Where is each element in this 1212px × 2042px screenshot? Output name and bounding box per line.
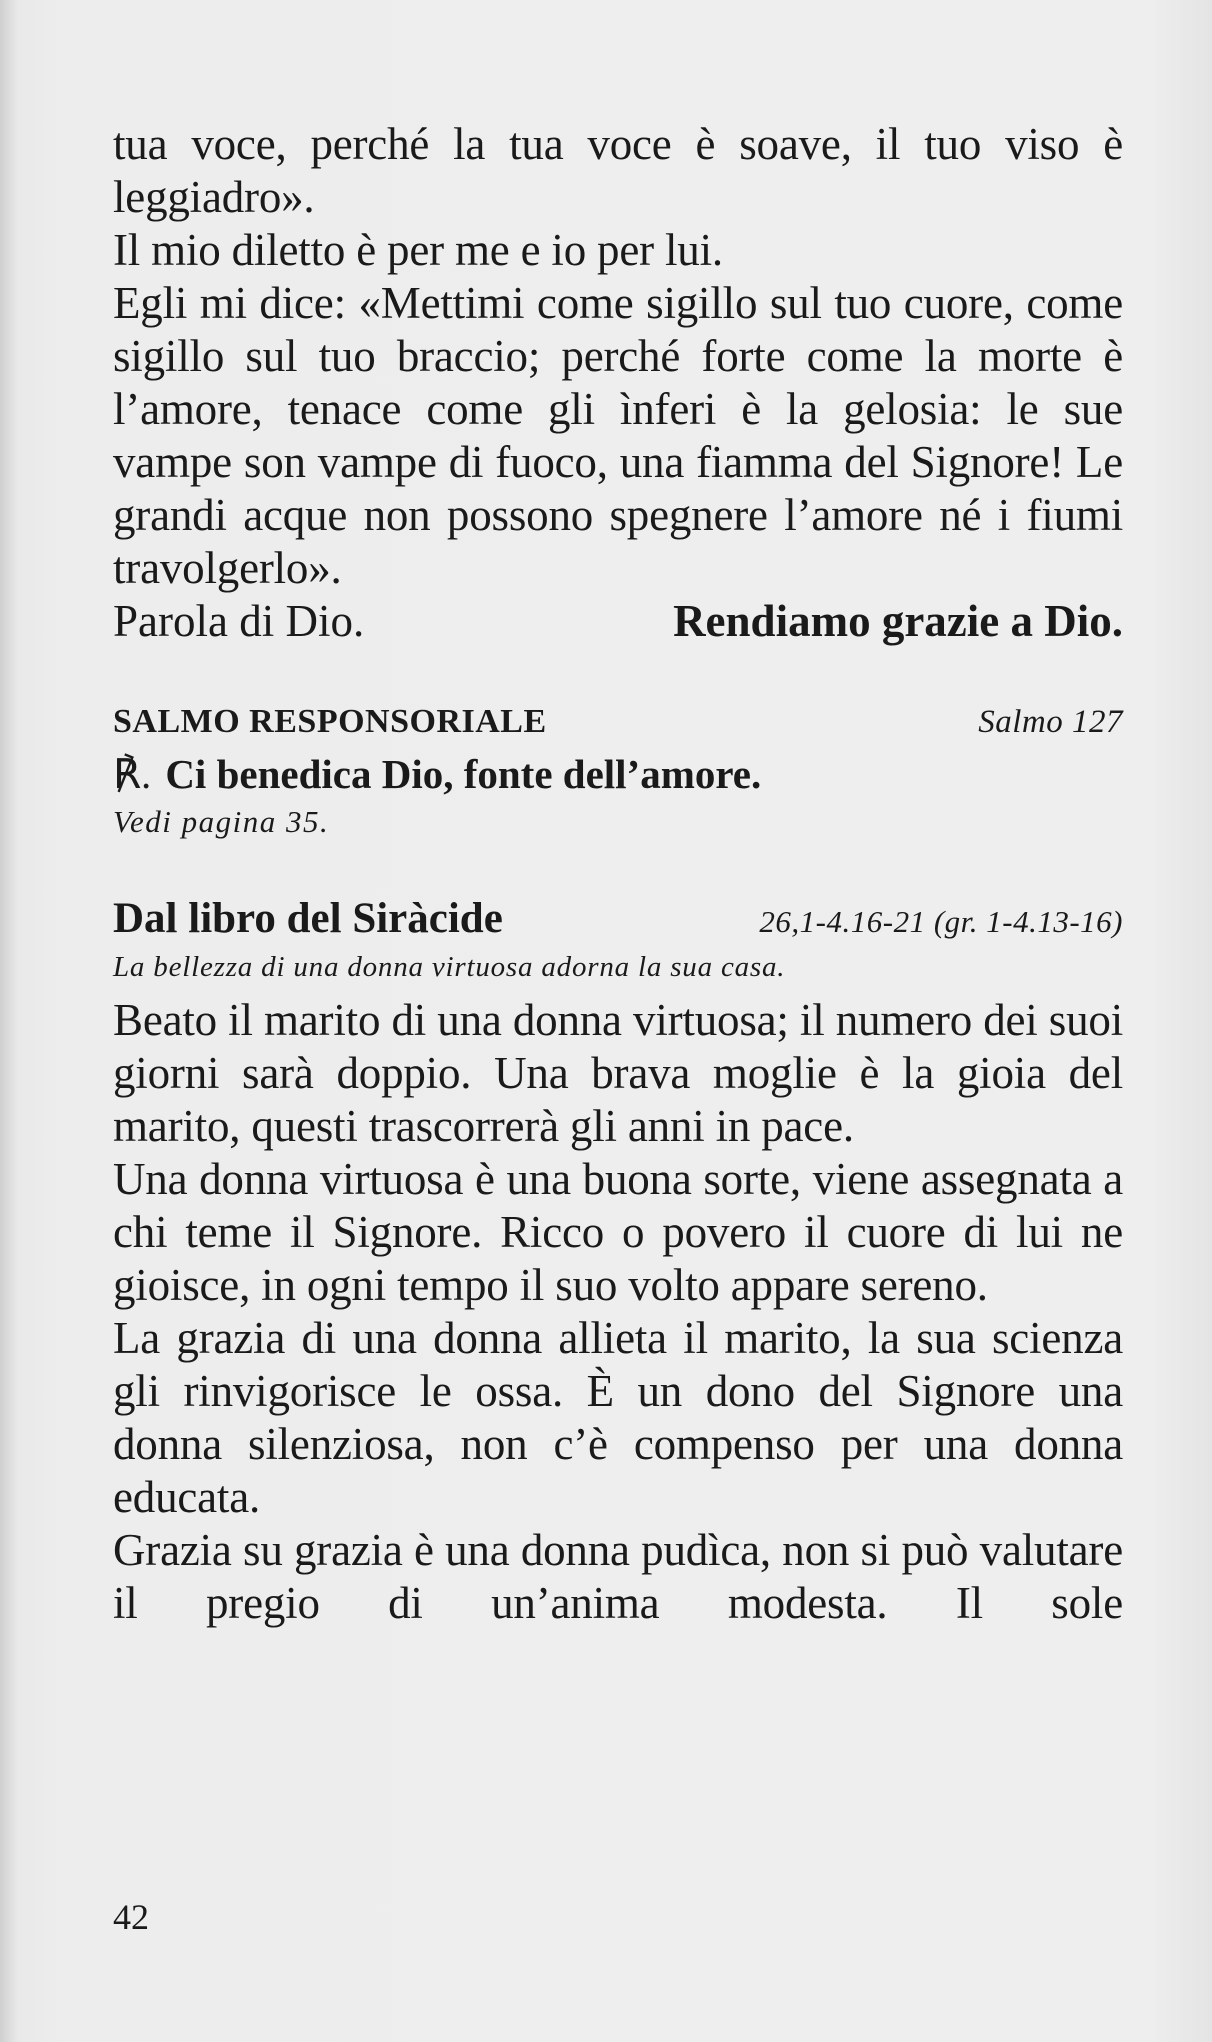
reading1-closing-line: [113, 595, 1123, 648]
psalm-refrain-text: Ci benedica Dio, fonte dell’amore.: [165, 751, 762, 797]
reading2-header: [113, 892, 1123, 946]
reading1-paragraph-1: tua voce, perché la tua voce è soave, il tuo viso è leggiadro».: [113, 119, 1123, 222]
reading1-response: Rendiamo grazie a Dio.: [673, 596, 1123, 646]
reading1-paragraph-2: Il mio diletto è per me e io per lui.: [113, 225, 723, 275]
response-mark: ℟.: [113, 751, 152, 797]
psalm-reference: Salmo 127: [978, 704, 1123, 740]
reading1-closing: Parola di Dio.: [113, 596, 365, 646]
reading2-paragraph-3: La grazia di una donna allieta il marito, la sua scienza gli rinvigorisce le ossa. È un dono del Signore una donna silenziosa, non c’è compenso per una donna educata.: [113, 1313, 1123, 1522]
reading1-paragraph-3: Egli mi dice: «Mettimi come sigillo sul tuo cuore, come sigillo sul tuo braccio; perché forte come la morte è l’amore, tenace come gli ìnferi è la gelosia: le sue vampe son vampe di fuoco, una fiamma del Signore! Le grandi acque non possono spegnere l’amore né i fiumi travolgerlo».: [113, 278, 1123, 593]
psalm-refrain: [113, 748, 1123, 800]
reading2-subtitle: La bellezza di una donna virtuosa adorna la sua casa.: [113, 951, 786, 983]
psalm-title: SALMO RESPONSORIALE: [113, 703, 547, 740]
reading2-reference: 26,1-4.16-21 (gr. 1-4.13-16): [759, 904, 1123, 939]
reading2-paragraph-4: Grazia su grazia è una donna pudìca, non si può valutare il pregio di un’anima modesta. Il sole: [113, 1525, 1123, 1628]
see-page-note: Vedi pagina 35.: [113, 804, 330, 839]
reading2-paragraph-2: Una donna virtuosa è una buona sorte, viene assegnata a chi teme il Signore. Ricco o povero il cuore di lui ne gioisce, in ogni tempo il suo volto appare sereno.: [113, 1154, 1123, 1310]
psalm-header: [113, 700, 1123, 744]
reading2-paragraph-1: Beato il marito di una donna virtuosa; il numero dei suoi giorni sarà doppio. Una brava moglie è la gioia del marito, questi trascorrerà gli anni in pace.: [113, 995, 1123, 1151]
page-number: 42: [113, 1897, 149, 1937]
page-content: [113, 118, 1123, 1630]
reading2-book-title: Dal libro del Siràcide: [113, 895, 503, 942]
